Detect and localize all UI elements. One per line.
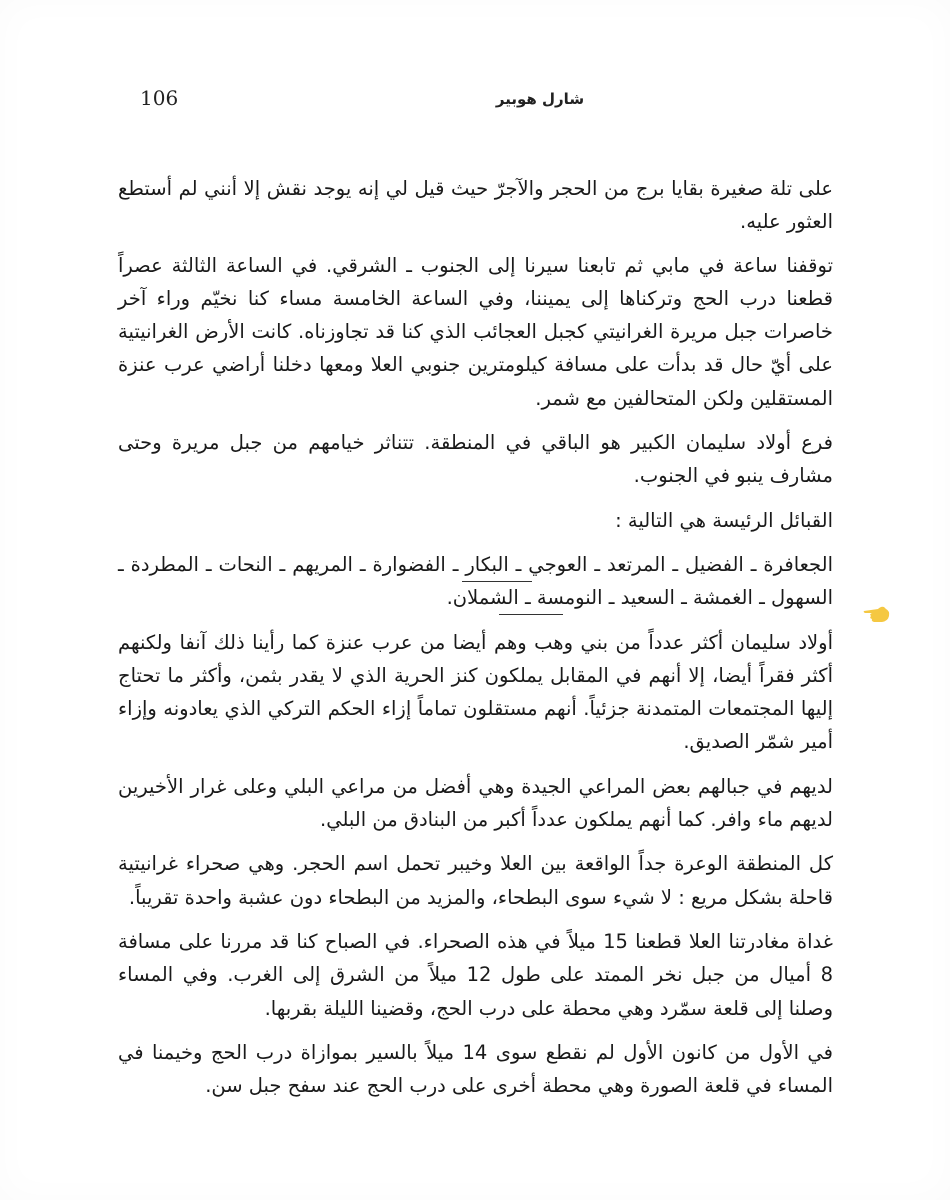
tribe-list: الجعافرة ـ الفضيل ـ المرتعد ـ العوجي ـ البكار ـ الفضوارة ـ المريهم ـ النحات ـ المطردة ـ السهول ـ الغمشة ـ السعيد ـ النومسة ـ الشملان. xyxy=(118,552,833,610)
paragraph: في الأول من كانون الأول لم نقطع سوى 14 ميلاً بالسير بموازاة درب الحج وخيمنا في المساء في قلعة الصورة وهي محطة أخرى على درب الحج عند سفح جبل سن. xyxy=(118,1040,834,1098)
running-header xyxy=(140,86,840,116)
running-title: شارل هوبير xyxy=(495,90,585,108)
pointing-hand-icon xyxy=(862,598,892,628)
paragraph: كل المنطقة الوعرة جداً الواقعة بين العلا وخيبر تحمل اسم الحجر. وهي صحراء غرانيتية قاحلة بشكل مريع : لا شيء سوى البطحاء، والمزيد من البطحاء دون عشبة واحدة تقريباً. xyxy=(118,852,833,909)
paragraph: القبائل الرئيسة هي التالية : xyxy=(615,508,833,532)
paragraph: غداة مغادرتنا العلا قطعنا 15 ميلاً في هذه الصحراء. في الصباح كنا قد مررنا على مسافة 8 أميال من جبل نخر الممتد على طول 12 ميلاً من الشرق إلى الغرب. وفي المساء وصلنا إلى قلعة سمّرد وهي محطة على درب الحج، وقضينا الليلة بقربها. xyxy=(118,929,833,1020)
paragraph: توقفنا ساعة في مابي ثم تابعنا سيرنا إلى الجنوب ـ الشرقي. في الساعة الثالثة عصراً قطعنا درب الحج وتركناها إلى يميننا، وفي الساعة الخامسة مساء كنا نخيّم وراء آخر خاصرات جبل مريرة الغرانيتي كجبل العجائب الذي كنا قد تجاوزناه. كانت الأرض الغرانيتية على أيّ حال قد بدأت على مسافة كيلومترين جنوبي العلا ومعها دخلنا أراضي عرب عنزة المستقلين ولكن المتحالفين مع شمر. xyxy=(118,253,833,410)
paragraph: لديهم في جبالهم بعض المراعي الجيدة وهي أفضل من مراعي البلي وعلى غرار الأخيرين لديهم ماء وافر. كما أنهم يملكون عدداً أكبر من البنادق من البلي. xyxy=(118,774,833,832)
body-text xyxy=(118,172,833,1113)
page-number: 106 xyxy=(140,86,179,110)
paragraph: أولاد سليمان أكثر عدداً من بني وهب وهم أيضا من عرب عنزة كما رأينا ذلك آنفا ولكنهم أكثر فقراً أيضا، إلا أنهم في المقابل يملكون كنز الحرية الذي لا يقدر بثمن، وأكثر ما تحتاج إليها المجتمعات المتمدنة جزئياً. أنهم مستقلون تماماً إزاء الحكم التركي الذي يعادونه وإزاء أمير شمّر الصديق. xyxy=(118,630,833,754)
underline-mark xyxy=(499,614,563,615)
paragraph: فرع أولاد سليمان الكبير هو الباقي في المنطقة. تتناثر خيامهم من جبل مريرة وحتى مشارف ينبو في الجنوب. xyxy=(118,431,833,488)
underline-mark xyxy=(462,581,532,582)
paragraph: على تلة صغيرة بقايا برج من الحجر والآجرّ حيث قيل لي إنه يوجد نقش إلا أنني لم أستطع العثور عليه. xyxy=(118,177,833,234)
